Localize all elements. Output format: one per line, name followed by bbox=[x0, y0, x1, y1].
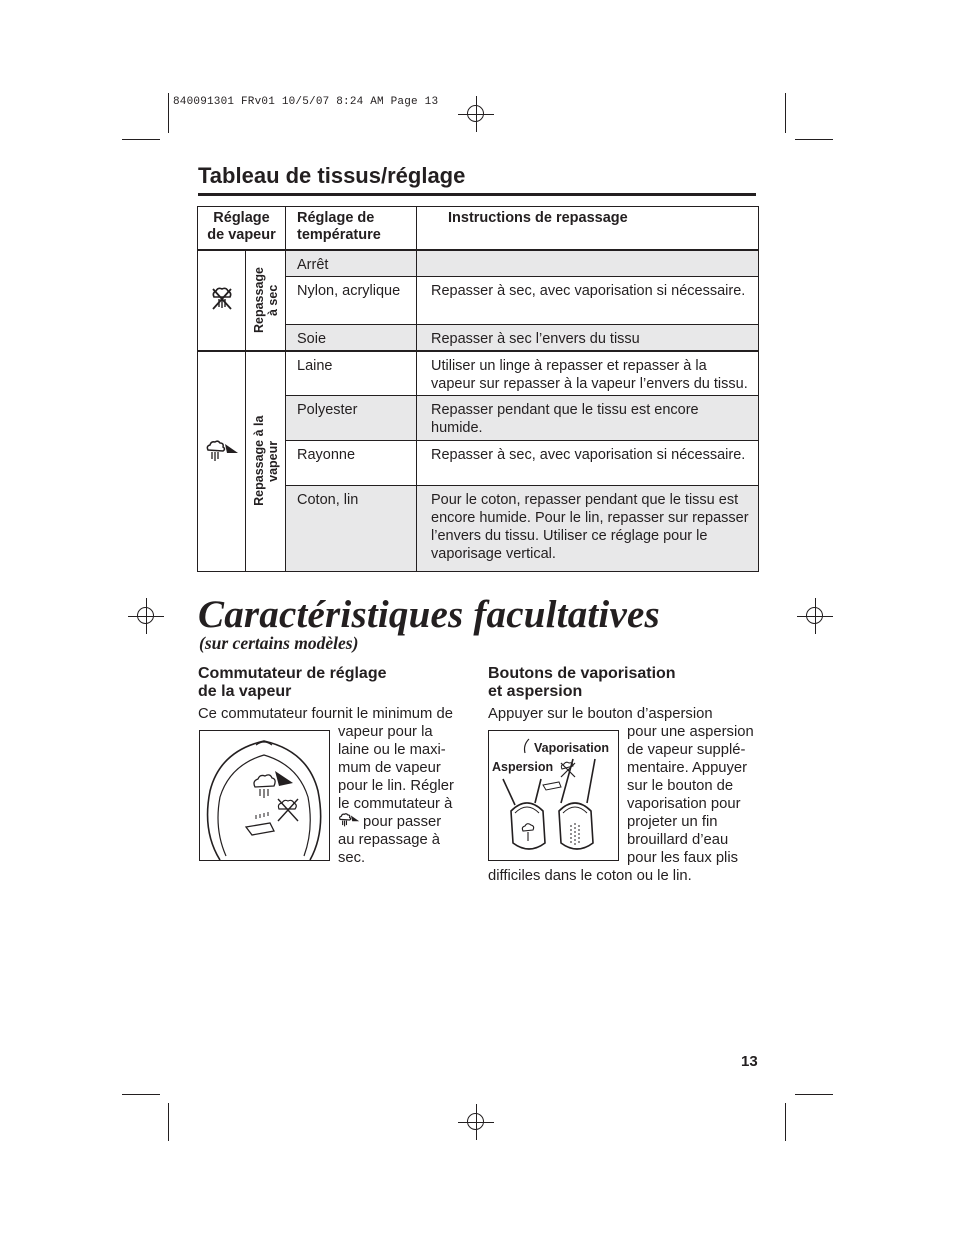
heading-line: Commutateur de réglage bbox=[198, 665, 387, 682]
spray-buttons-heading bbox=[488, 665, 676, 701]
fabric-name: Rayonne bbox=[297, 447, 356, 463]
dry-iron-icon bbox=[208, 285, 236, 313]
dry-label-cell bbox=[246, 250, 286, 351]
text-line: le commutateur à bbox=[338, 796, 453, 812]
crop-mark bbox=[795, 139, 833, 140]
registration-mark bbox=[128, 598, 164, 634]
vaporisation-label: Vaporisation bbox=[534, 741, 610, 755]
steam-max-icon bbox=[254, 771, 293, 798]
spray-buttons-intro: Appuyer sur le bouton d’aspersion bbox=[488, 706, 713, 722]
fabric-name: Nylon, acrylique bbox=[297, 283, 401, 299]
ironing-instruction: Repasser à sec l’envers du tissu bbox=[431, 331, 640, 347]
spray-buttons-last-line: difficiles dans le coton ou le lin. bbox=[488, 868, 692, 884]
text-line: vaporisation pour bbox=[627, 796, 741, 812]
text-line: pour une aspersion bbox=[627, 724, 754, 740]
spray-button bbox=[511, 803, 545, 849]
spray-buttons-illustration bbox=[488, 730, 619, 861]
crop-mark bbox=[122, 1094, 160, 1095]
features-title: Caractéristiques facultatives bbox=[198, 593, 660, 636]
steam-label-cell bbox=[246, 351, 286, 572]
heading-line: et aspersion bbox=[488, 683, 583, 700]
steam-switch-text bbox=[338, 723, 454, 867]
dry-icon-cell bbox=[198, 250, 246, 351]
steam-switch-illustration bbox=[199, 730, 330, 861]
steam-switch-intro: Ce commutateur fournit le minimum de bbox=[198, 706, 453, 722]
crop-mark bbox=[785, 93, 786, 133]
spray-small-icon bbox=[543, 782, 561, 790]
dry-ironing-label: Repassage à sec bbox=[251, 266, 280, 334]
registration-mark bbox=[458, 96, 494, 132]
table-header-row bbox=[198, 207, 759, 250]
text-line: pour les faux plis bbox=[627, 850, 739, 866]
text-line: sur le bouton de bbox=[627, 778, 734, 794]
text-line-with-icon bbox=[338, 813, 454, 831]
header-instructions: Instructions de repassage bbox=[417, 207, 759, 250]
ironing-instruction bbox=[417, 251, 758, 256]
spray-icon bbox=[246, 812, 274, 835]
crop-mark bbox=[168, 1103, 169, 1141]
steam-iron-icon bbox=[205, 440, 239, 462]
steam-icon-cell bbox=[198, 351, 246, 572]
ironing-instruction: Repasser pendant que le tissu est encore humide. bbox=[431, 402, 699, 436]
fabric-settings-table bbox=[197, 206, 759, 572]
table-row bbox=[198, 250, 759, 277]
text-line: sec. bbox=[338, 850, 366, 866]
crop-mark bbox=[168, 93, 169, 133]
title-rule bbox=[198, 193, 756, 196]
section-title: Tableau de tissus/réglage bbox=[198, 163, 466, 188]
heading-line: Boutons de vaporisation bbox=[488, 665, 676, 682]
text-line: vapeur pour la bbox=[338, 724, 433, 740]
crop-mark bbox=[795, 1094, 833, 1095]
text-line: pour le lin. Régler bbox=[338, 778, 454, 794]
text-fragment: pour passer bbox=[363, 814, 442, 830]
fabric-name: Arrêt bbox=[297, 256, 329, 273]
fabric-name: Laine bbox=[297, 357, 333, 374]
text-line: mum de vapeur bbox=[338, 760, 441, 776]
page-number: 13 bbox=[741, 1053, 758, 1070]
aspersion-label: Aspersion bbox=[492, 760, 554, 774]
text-line: laine ou le maxi- bbox=[338, 742, 446, 758]
steam-switch-heading bbox=[198, 665, 386, 701]
ironing-instruction: Repasser à sec, avec vaporisation si nécessaire. bbox=[431, 447, 746, 463]
ironing-instruction: Pour le coton, repasser pendant que le tissu est encore humide. Pour le lin, repasser sur repasser l’envers du tissu. Utiliser ce réglage pour le vaporisage vertical. bbox=[431, 492, 749, 562]
print-slug: 840091301 FRv01 10/5/07 8:24 AM Page 13 bbox=[173, 96, 439, 108]
features-subtitle: (sur certains modèles) bbox=[199, 633, 359, 653]
mist-button bbox=[559, 803, 593, 849]
table-row bbox=[198, 351, 759, 396]
header-temperature-setting: Réglage de température bbox=[286, 207, 417, 250]
steam-iron-icon bbox=[338, 813, 360, 827]
fabric-name: Coton, lin bbox=[297, 492, 359, 508]
text-line: mentaire. Appuyer bbox=[627, 760, 748, 776]
crop-mark bbox=[122, 139, 160, 140]
registration-mark bbox=[797, 598, 833, 634]
fabric-name: Soie bbox=[297, 331, 327, 347]
registration-mark bbox=[458, 1104, 494, 1140]
ironing-instruction: Repasser à sec, avec vaporisation si nécessaire. bbox=[431, 283, 746, 299]
heading-line: de la vapeur bbox=[198, 683, 292, 700]
dry-off-icon bbox=[278, 799, 298, 821]
spray-buttons-text bbox=[627, 723, 754, 867]
steam-dial-drawing bbox=[200, 731, 329, 860]
ironing-instruction: Utiliser un linge à repasser et repasser à la vapeur sur repasser à la vapeur l’envers du tissu. bbox=[431, 357, 748, 392]
crop-mark bbox=[785, 1103, 786, 1141]
text-line: de vapeur supplé- bbox=[627, 742, 746, 758]
steam-ironing-label: Repassage à la vapeur bbox=[251, 416, 280, 507]
text-line: brouillard d’eau bbox=[627, 832, 729, 848]
header-steam-setting: Réglage de vapeur bbox=[198, 207, 286, 250]
text-line: au repassage à bbox=[338, 832, 441, 848]
fabric-name: Polyester bbox=[297, 402, 358, 418]
text-line: projeter un fin bbox=[627, 814, 718, 830]
